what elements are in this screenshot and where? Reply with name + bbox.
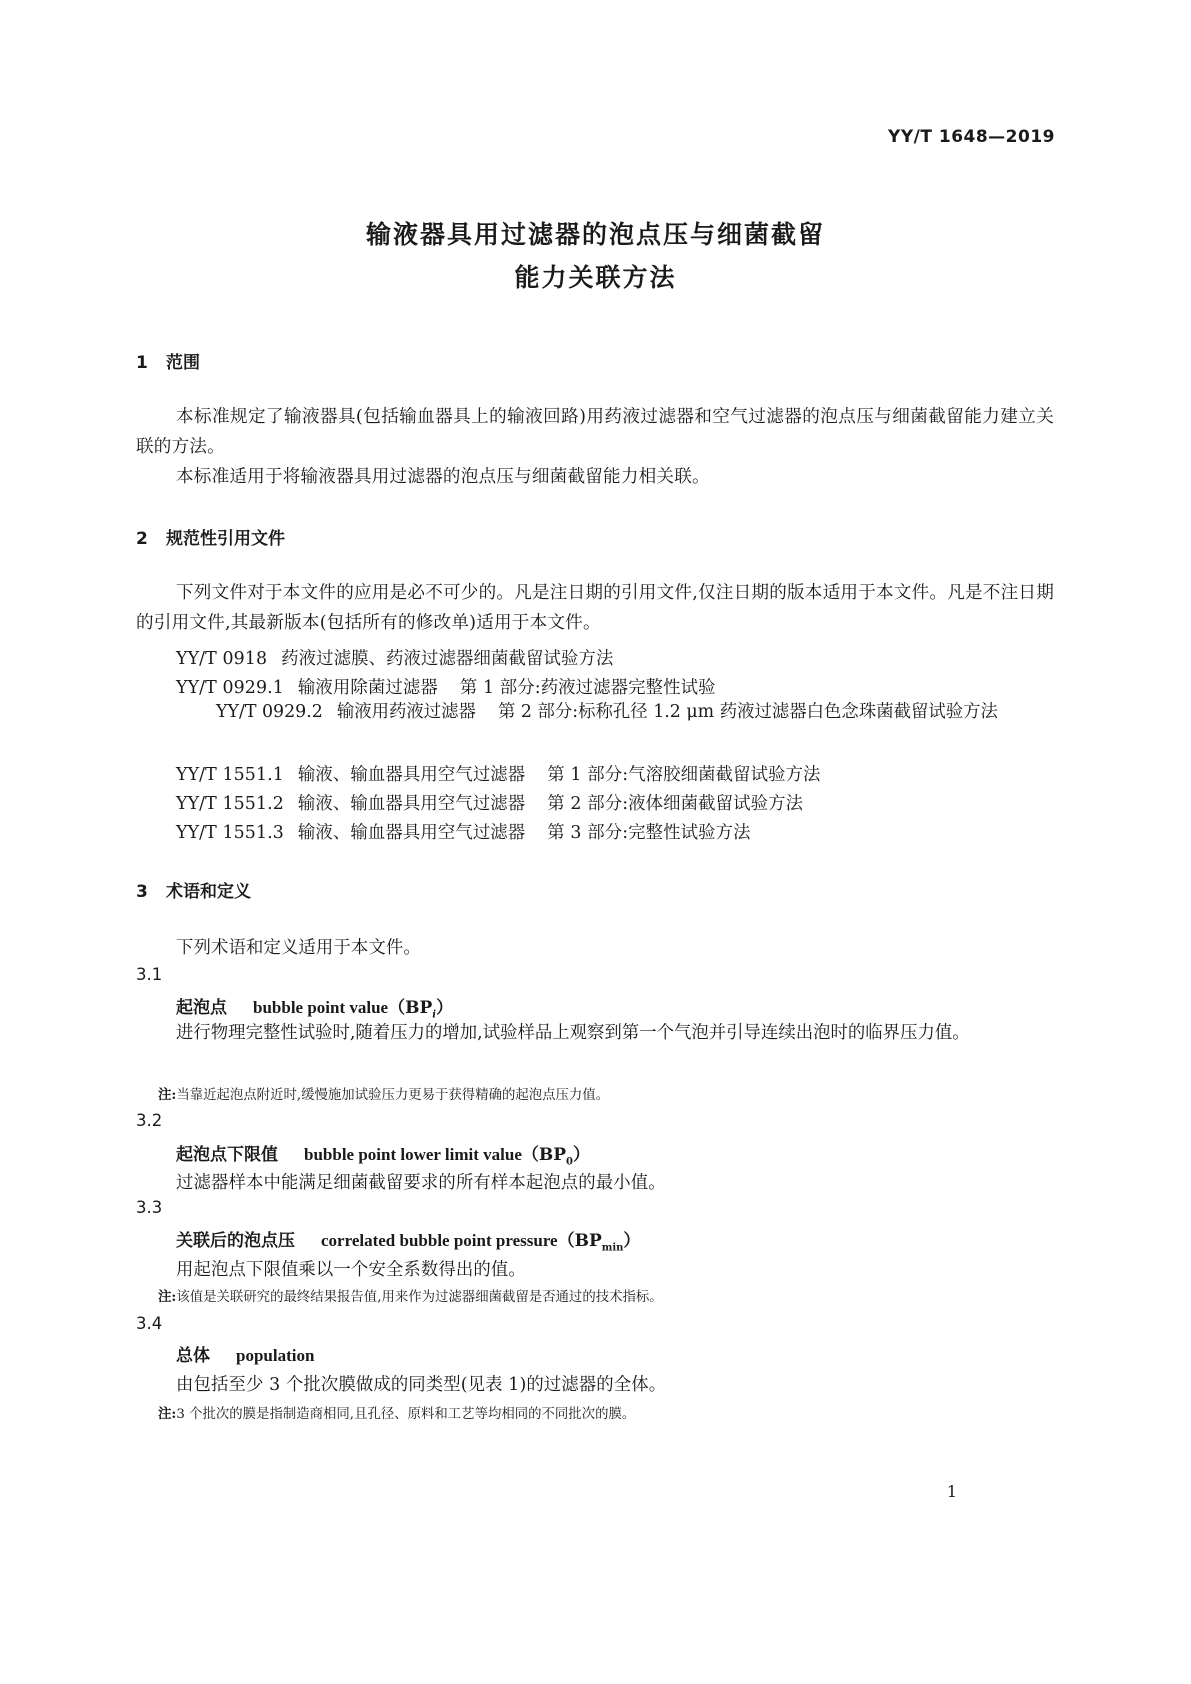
- reference-item: [176, 818, 751, 843]
- title-line-2: 能力关联方法: [514, 263, 677, 292]
- term-symbol-subscript: i: [432, 1009, 437, 1021]
- reference-name: 输液用除菌过滤器: [297, 678, 438, 698]
- clause-number: 3.3: [136, 1198, 163, 1217]
- reference-name: 输液用药液过滤器: [336, 702, 476, 722]
- note-text: 3 个批次的膜是指制造商相同,且孔径、原料和工艺等均相同的不同批次的膜。: [176, 1407, 636, 1422]
- reference-item: [176, 673, 716, 698]
- section-3-heading: [136, 877, 251, 902]
- page-number: 1: [946, 1482, 957, 1501]
- section-title: 术语和定义: [166, 882, 251, 902]
- note-label: 注:: [158, 1406, 177, 1422]
- term-heading: [176, 1341, 314, 1366]
- note-label: 注:: [158, 1087, 177, 1103]
- reference-part: 第 2 部分:标称孔径 1.2 μm 药液过滤器白色念珠菌截留试验方法: [497, 702, 998, 722]
- reference-name: 输液、输血器具用空气过滤器: [297, 765, 526, 785]
- section-1-paragraph-2: 本标准适用于将输液器具用过滤器的泡点压与细菌截留能力相关联。: [176, 467, 710, 487]
- note-label: 注:: [158, 1289, 177, 1305]
- section-1-paragraph-1: 本标准规定了输液器具(包括输血器具上的输液回路)用药液过滤器和空气过滤器的泡点压与细菌截留能力建立关联的方法。: [136, 407, 1054, 457]
- reference-part: 第 1 部分:气溶胶细菌截留试验方法: [547, 765, 821, 785]
- term-symbol: BP: [538, 1145, 567, 1165]
- term-heading: 起泡点 bubble point $value(BP_i)$: [176, 998, 454, 1021]
- term-en: population: [236, 1346, 315, 1365]
- term-definition: 进行物理完整性试验时,随着压力的增加,试验样品上观察到第一个气泡并引导连续出泡时的临界压力值。: [176, 1023, 970, 1043]
- term-note: [158, 1403, 635, 1422]
- term-definition: 由包括至少 3 个批次膜做成的同类型(见表 1)的过滤器的全体。: [176, 1375, 667, 1395]
- reference-code: YY/T 1551.2: [176, 794, 284, 814]
- reference-code: YY/T 0929.2: [216, 702, 323, 722]
- section-3-intro: 下列术语和定义适用于本文件。: [176, 938, 421, 958]
- reference-name: 输液、输血器具用空气过滤器: [297, 794, 526, 814]
- title-line-1: 输液器具用过滤器的泡点压与细菌截留: [365, 220, 825, 249]
- term-heading: 关联后的泡点压 correlated bubble point $pressure(BP_{min})$: [176, 1231, 641, 1254]
- term-symbol-subscript: min: [601, 1242, 624, 1254]
- reference-name: 输液、输血器具用空气过滤器: [297, 823, 526, 843]
- clause-number: 3.4: [136, 1314, 163, 1333]
- term-symbol: BP: [405, 998, 433, 1018]
- reference-part: 第 3 部分:完整性试验方法: [547, 823, 751, 843]
- term-zh: 关联后的泡点压: [176, 1231, 295, 1251]
- term-zh: 总体: [176, 1346, 210, 1366]
- reference-code: YY/T 0918: [176, 649, 268, 669]
- standard-number: YY/T 1648—2019: [888, 127, 1055, 147]
- section-2-paragraph-1: 下列文件对于本文件的应用是必不可少的。凡是注日期的引用文件,仅注日期的版本适用于本文件。凡是不注日期的引用文件,其最新版本(包括所有的修改单)适用于本文件。: [136, 583, 1054, 633]
- reference-part: 第 2 部分:液体细菌截留试验方法: [547, 794, 804, 814]
- clause-number: 3.1: [136, 965, 163, 984]
- section-title: 规范性引用文件: [166, 529, 285, 549]
- term-heading: 起泡点下限值 bubble point lower limit $value(BP_0)$: [176, 1145, 591, 1168]
- term-symbol-subscript: 0: [566, 1156, 574, 1168]
- section-2-heading: [136, 524, 285, 549]
- section-1-heading: [136, 348, 200, 373]
- section-title: 范围: [166, 353, 200, 373]
- term-note: [158, 1084, 609, 1103]
- term-en: correlated bubble point pressure: [321, 1231, 558, 1250]
- term-definition: 用起泡点下限值乘以一个安全系数得出的值。: [176, 1260, 526, 1280]
- note-text: 该值是关联研究的最终结果报告值,用来作为过滤器细菌截留是否通过的技术指标。: [176, 1290, 663, 1305]
- reference-item: [176, 644, 613, 669]
- reference-name: 药液过滤膜、药液过滤器细菌截留试验方法: [281, 649, 614, 669]
- section-number: 1: [136, 353, 148, 373]
- term-en: bubble point value: [253, 998, 389, 1017]
- reference-item: [136, 697, 1054, 727]
- reference-item: [176, 789, 803, 814]
- section-number: 3: [136, 882, 148, 902]
- term-definition: 过滤器样本中能满足细菌截留要求的所有样本起泡点的最小值。: [176, 1173, 666, 1193]
- term-symbol: BP: [574, 1231, 602, 1251]
- term-en: bubble point lower limit value: [304, 1145, 522, 1164]
- reference-code: YY/T 1551.1: [176, 765, 284, 785]
- note-text: 当靠近起泡点附近时,缓慢施加试验压力更易于获得精确的起泡点压力值。: [176, 1088, 610, 1103]
- reference-code: YY/T 1551.3: [176, 823, 284, 843]
- term-zh: 起泡点下限值: [176, 1145, 278, 1165]
- term-note: [158, 1286, 663, 1305]
- term-zh: 起泡点: [176, 998, 227, 1018]
- reference-part: 第 1 部分:药液过滤器完整性试验: [459, 678, 716, 698]
- section-number: 2: [136, 529, 148, 549]
- clause-number: 3.2: [136, 1111, 163, 1130]
- reference-item: [176, 760, 821, 785]
- reference-code: YY/T 0929.1: [176, 678, 284, 698]
